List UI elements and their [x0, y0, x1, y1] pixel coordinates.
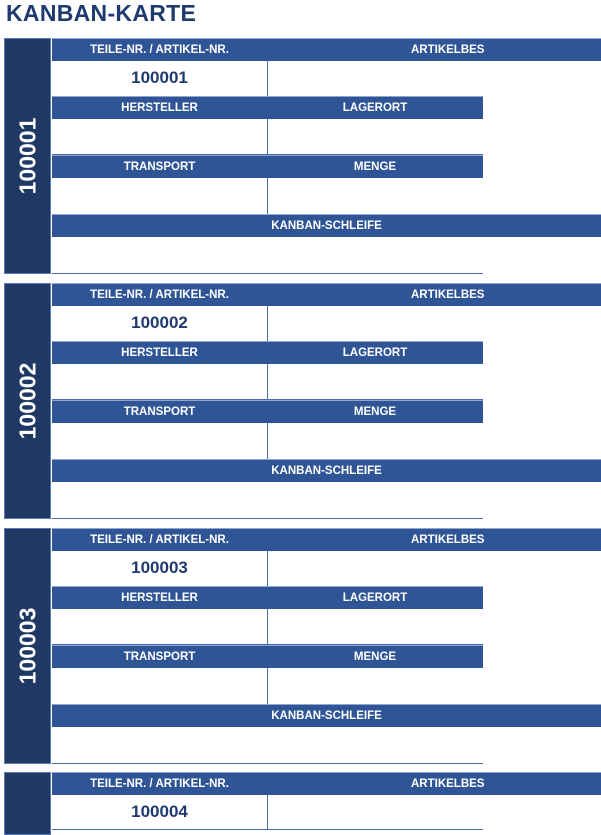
- transport-field[interactable]: [52, 178, 267, 214]
- transport-header: TRANSPORT: [52, 400, 267, 423]
- kanban-card: [4, 528, 601, 764]
- part-no-header: TEILE-NR. / ARTIKEL-NR.: [52, 528, 267, 551]
- kanban-card: [4, 772, 601, 835]
- description-header: ARTIKELBES: [267, 528, 601, 551]
- description-field[interactable]: [267, 306, 483, 341]
- transport-header: TRANSPORT: [52, 645, 267, 668]
- kanban-loop-header: KANBAN-SCHLEIFE: [52, 214, 601, 237]
- storage-header: LAGERORT: [267, 341, 483, 364]
- quantity-header: MENGE: [267, 400, 483, 423]
- description-header: ARTIKELBES: [267, 283, 601, 306]
- quantity-header: MENGE: [267, 645, 483, 668]
- card-side-label: [4, 283, 51, 519]
- manufacturer-field[interactable]: [52, 364, 267, 400]
- kanban-loop-header: KANBAN-SCHLEIFE: [52, 704, 601, 727]
- manufacturer-header: HERSTELLER: [52, 96, 267, 119]
- description-field[interactable]: [267, 551, 483, 586]
- card-side-label: [4, 528, 51, 764]
- storage-field[interactable]: [267, 119, 483, 155]
- storage-header: LAGERORT: [267, 586, 483, 609]
- kanban-loop-field[interactable]: [52, 727, 483, 764]
- description-header: ARTIKELBES: [267, 772, 601, 795]
- quantity-field[interactable]: [267, 668, 483, 704]
- kanban-loop-field[interactable]: [52, 237, 483, 274]
- manufacturer-header: HERSTELLER: [52, 341, 267, 364]
- kanban-loop-field[interactable]: [52, 482, 483, 519]
- part-no-header: TEILE-NR. / ARTIKEL-NR.: [52, 772, 267, 795]
- part-no-header: TEILE-NR. / ARTIKEL-NR.: [52, 38, 267, 61]
- storage-field[interactable]: [267, 364, 483, 400]
- transport-field[interactable]: [52, 423, 267, 459]
- kanban-card: [4, 283, 601, 519]
- manufacturer-field[interactable]: [52, 119, 267, 155]
- part-no-header: TEILE-NR. / ARTIKEL-NR.: [52, 283, 267, 306]
- page-title: KANBAN-KARTE: [6, 0, 197, 26]
- manufacturer-header: HERSTELLER: [52, 586, 267, 609]
- card-id: 100003: [14, 607, 40, 685]
- manufacturer-field[interactable]: [52, 609, 267, 645]
- description-field[interactable]: [267, 61, 483, 96]
- part-no-value[interactable]: 100001: [52, 61, 267, 96]
- card-id: 100001: [14, 117, 40, 195]
- storage-header: LAGERORT: [267, 96, 483, 119]
- kanban-loop-header: KANBAN-SCHLEIFE: [52, 459, 601, 482]
- part-no-value[interactable]: 100002: [52, 306, 267, 341]
- part-no-value[interactable]: 100004: [52, 795, 267, 830]
- kanban-card: [4, 38, 601, 274]
- description-field[interactable]: [267, 795, 483, 830]
- quantity-header: MENGE: [267, 155, 483, 178]
- card-side-label: [4, 772, 51, 835]
- storage-field[interactable]: [267, 609, 483, 645]
- card-side-label: [4, 38, 51, 274]
- transport-header: TRANSPORT: [52, 155, 267, 178]
- transport-field[interactable]: [52, 668, 267, 704]
- card-id: 100002: [14, 362, 40, 440]
- description-header: ARTIKELBES: [267, 38, 601, 61]
- quantity-field[interactable]: [267, 178, 483, 214]
- quantity-field[interactable]: [267, 423, 483, 459]
- part-no-value[interactable]: 100003: [52, 551, 267, 586]
